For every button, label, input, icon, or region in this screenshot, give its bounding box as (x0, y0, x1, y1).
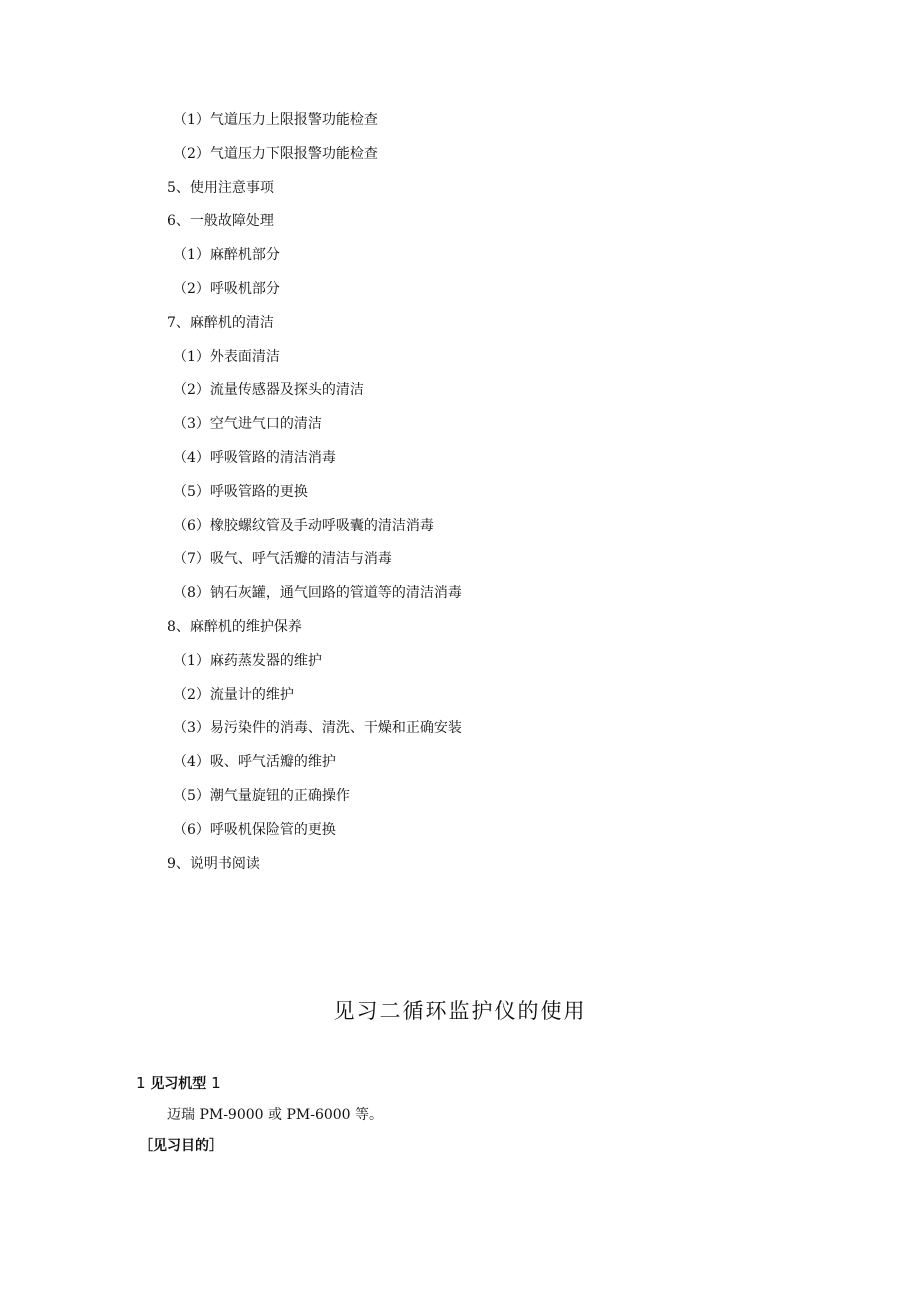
outline-subitem: （2）流量传感器及探头的清洁 (173, 382, 364, 399)
outline-section-item: 8、麻醉机的维护保养 (167, 618, 302, 635)
outline-subitem: （3）易污染件的消毒、清洗、干燥和正确安装 (173, 720, 462, 737)
outline-list (0, 106, 920, 883)
outline-section-item: 9、说明书阅读 (167, 855, 260, 872)
outline-subitem: （7）吸气、呼气活瓣的清洁与消毒 (173, 551, 392, 568)
outline-subitem: （2）气道压力下限报警功能检查 (173, 145, 378, 162)
outline-subitem: （4）吸、呼气活瓣的维护 (173, 754, 336, 771)
heading-label: 见习机型 (150, 1076, 207, 1092)
outline-subitem: （5）潮气量旋钮的正确操作 (173, 787, 350, 804)
section-title: 见习二循环监护仪的使用 (333, 999, 587, 1023)
heading-practice-purpose: ［见习目的］ (139, 1138, 223, 1154)
outline-subitem: （1）麻药蒸发器的维护 (173, 652, 322, 669)
outline-section-item: 6、一般故障处理 (167, 213, 274, 230)
heading-practice-model (136, 1071, 221, 1096)
outline-subitem: （4）呼吸管路的清洁消毒 (173, 449, 336, 466)
outline-subitem: （2）呼吸机部分 (173, 280, 280, 297)
model-paragraph: 迈瑞 PM-9000 或 PM-6000 等。 (167, 1107, 384, 1123)
outline-subitem: （1）外表面清洁 (173, 348, 280, 365)
outline-subitem: （3）空气进气口的清洁 (173, 416, 322, 433)
outline-subitem: （1）气道压力上限报警功能检查 (173, 112, 378, 128)
outline-subitem: （8）钠石灰罐，通气回路的管道等的清洁消毒 (173, 585, 462, 602)
outline-subitem: （6）呼吸机保险管的更换 (173, 821, 336, 838)
outline-section-item: 7、麻醉机的清洁 (167, 314, 274, 331)
heading-suffix: 1 (206, 1074, 221, 1092)
outline-subitem: （6）橡胶螺纹管及手动呼吸囊的清洁消毒 (173, 517, 434, 534)
outline-subitem: （1）麻醉机部分 (173, 247, 280, 264)
outline-section-item: 5、使用注意事项 (167, 179, 274, 196)
outline-subitem: （5）呼吸管路的更换 (173, 483, 308, 500)
heading-number: 1 (136, 1074, 151, 1092)
outline-subitem: （2）流量计的维护 (173, 686, 294, 703)
